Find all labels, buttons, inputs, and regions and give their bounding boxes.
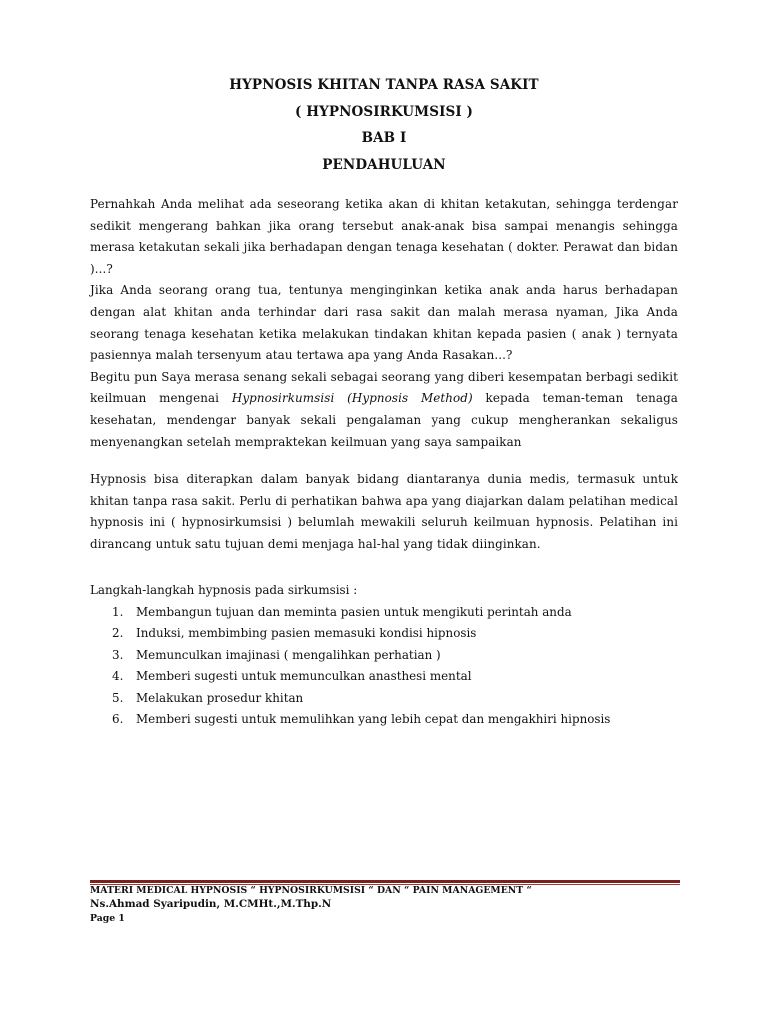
list-item <box>90 645 678 666</box>
method-name: Hypnosirkumsisi (Hypnosis Method) <box>231 391 473 406</box>
list-item <box>90 666 678 687</box>
list-number: 3. <box>112 647 124 662</box>
paragraph-3-part-b: kepada teman-teman tenaga kesehatan, mendengar banyak sekali pengalaman yang cukup mengherankan sekaligus menyenangkan setelah mempraktekan keilmuan yang saya sampaikan <box>90 391 678 449</box>
paragraph-2: Jika Anda seorang orang tua, tentunya menginginkan ketika anak anda harus berhadapan dengan alat khitan anda terhindar dari rasa sakit dan malah merasa nyaman, Jika Anda seorang tenaga kesehatan ketika melakukan tindakan khitan kepada pasien ( anak ) ternyata pasiennya malah tersenyum atau tertawa apa yang Anda Rasakan...? <box>90 283 678 363</box>
hypnosis-section <box>90 469 678 555</box>
list-text: Memberi sugesti untuk memulihkan yang lebih cepat dan mengakhiri hipnosis <box>136 711 611 726</box>
footer-divider <box>90 880 680 883</box>
list-text: Memberi sugesti untuk memunculkan anasthesi mental <box>136 669 472 684</box>
chapter-number: BAB I <box>361 130 407 146</box>
steps-title: Langkah-langkah hypnosis pada sirkumsisi : <box>90 583 358 597</box>
paragraph-3-part-a: Begitu pun Saya merasa senang sekali sebagai seorang yang diberi kesempatan berbagi sedikit keilmuan mengenai <box>90 369 678 406</box>
title-block <box>0 72 768 178</box>
list-text: Induksi, membimbing pasien memasuki kondisi hipnosis <box>136 626 477 641</box>
intro-section <box>90 194 678 453</box>
page-number: Page 1 <box>90 913 125 924</box>
list-item <box>90 688 678 709</box>
list-item <box>90 709 678 730</box>
page-footer <box>90 884 680 926</box>
document-title: HYPNOSIS KHITAN TANPA RASA SAKIT <box>229 77 539 93</box>
list-number: 4. <box>112 669 124 684</box>
list-text: Membangun tujuan dan meminta pasien untuk mengikuti perintah anda <box>136 605 572 619</box>
paragraph-3 <box>90 367 678 453</box>
list-number: 5. <box>112 690 124 705</box>
footer-author: Ns.Ahmad Syaripudin, M.CMHt.,M.Thp.N <box>90 898 332 910</box>
paragraph-4: Hypnosis bisa diterapkan dalam banyak bidang diantaranya dunia medis, termasuk untuk khitan tanpa rasa sakit. Perlu di perhatikan bahwa apa yang diajarkan dalam pelatihan medical hypnosis ini ( hypnosirkumsisi ) belumlah mewakili seluruh keilmuan hypnosis. Pelatihan ini dirancang untuk satu tujuan demi menjaga hal-hal yang tidak diinginkan. <box>90 472 678 551</box>
footer-course-title: MATERI MEDICAL HYPNOSIS “ HYPNOSIRKUMSISI “ DAN “ PAIN MANAGEMENT “ <box>90 885 532 896</box>
steps-list <box>90 602 678 730</box>
list-number: 2. <box>112 626 124 641</box>
chapter-title: PENDAHULUAN <box>322 156 446 173</box>
list-item <box>90 602 678 623</box>
list-text: Melakukan prosedur khitan <box>136 690 304 705</box>
list-item <box>90 623 678 644</box>
paragraph-1: Pernahkah Anda melihat ada seseorang ketika akan di khitan ketakutan, sehingga terdengar sedikit mengerang bahkan jika orang tersebut anak-anak bisa sampai menangis sehingga merasa ketakutan sekali jika berhadapan dengan tenaga kesehatan ( dokter. Perawat dan bidan )...? <box>90 197 678 276</box>
list-number: 1. <box>112 605 124 619</box>
list-number: 6. <box>112 711 124 726</box>
list-text: Memunculkan imajinasi ( mengalihkan perhatian ) <box>136 647 441 662</box>
document-subtitle: ( HYPNOSIRKUMSISI ) <box>294 103 474 120</box>
